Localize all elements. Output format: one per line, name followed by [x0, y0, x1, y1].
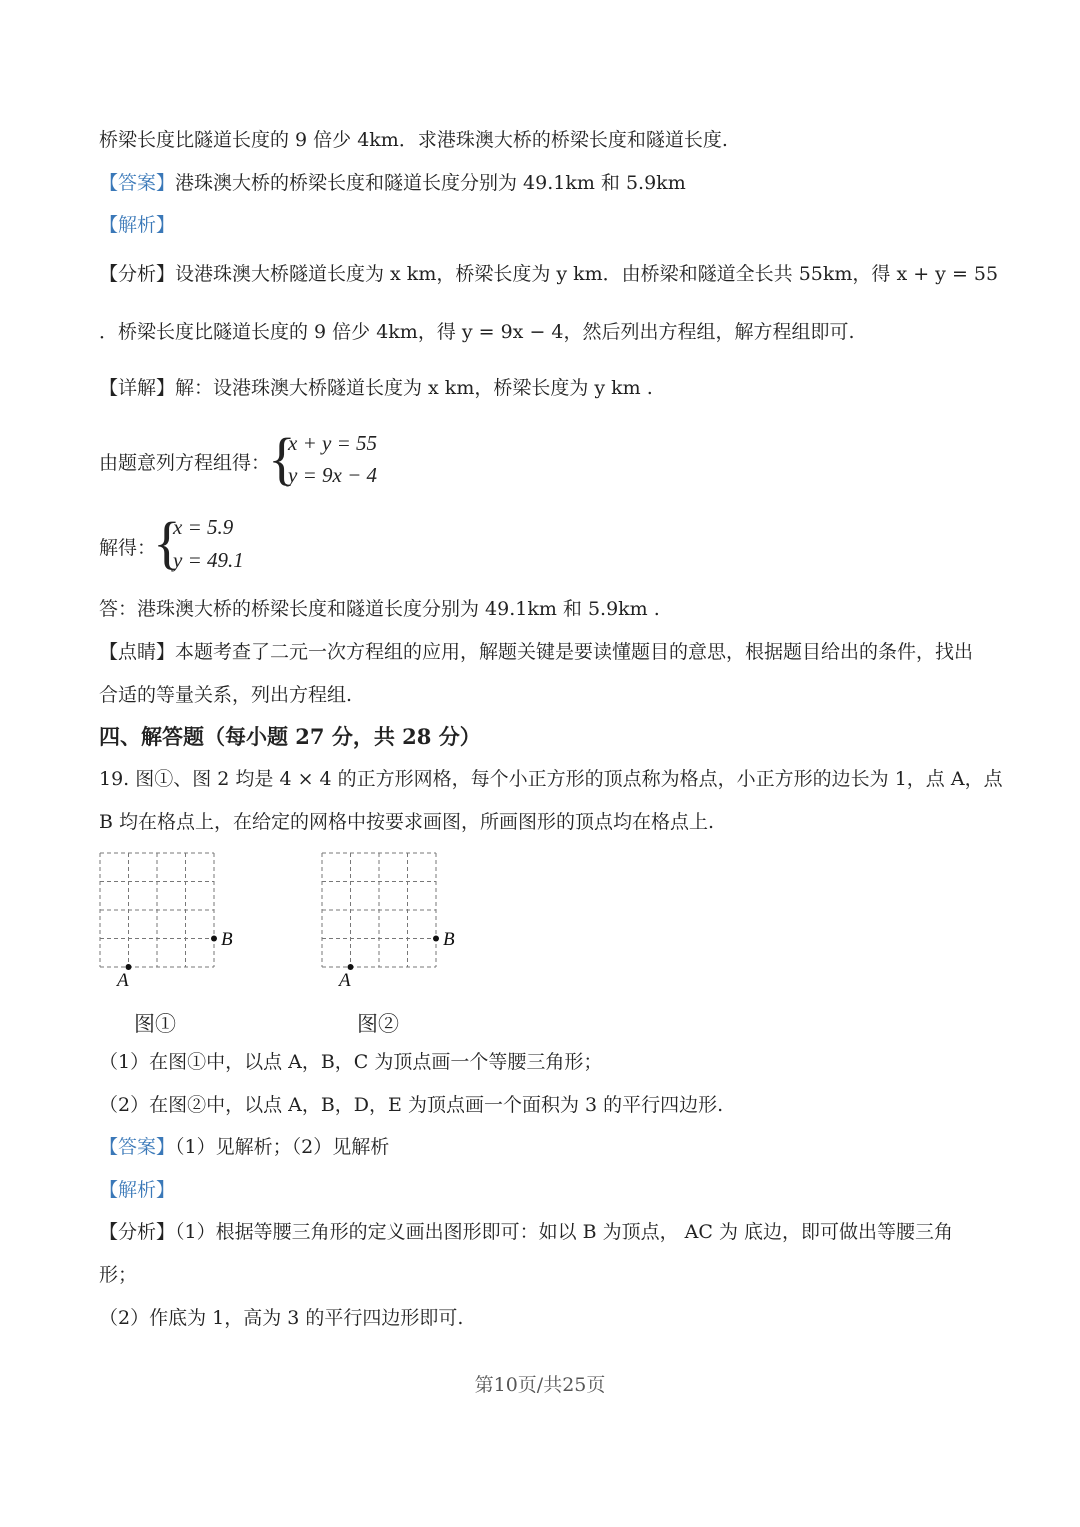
analysis-label: 【分析】 — [99, 263, 176, 285]
label-a: A — [339, 970, 351, 988]
label-b: B — [443, 929, 455, 950]
comment-text-1: 本题考查了二元一次方程组的应用，解题关键是要读懂题目的意思，根据题目给出的条件，找出 — [175, 641, 974, 663]
q18-analysis-row — [99, 260, 998, 288]
answer-label: 【答案】 — [99, 172, 176, 194]
detail-label: 【详解】 — [99, 377, 176, 399]
q19-part2: （2）在图②中，以点 A，B，D，E 为顶点画一个面积为 3 的平行四边形. — [99, 1094, 724, 1116]
analysis-label: 【分析】 — [99, 1221, 176, 1243]
analysis-text-1: （1）根据等腰三角形的定义画出图形即可：如以 B 为顶点， AC 为 底边，即可做出等腰三角 — [175, 1221, 954, 1243]
comment-row — [99, 638, 973, 666]
solve-brace: { — [153, 510, 181, 575]
q19-part1: （1）在图①中，以点 A，B，C 为顶点画一个等腰三角形； — [99, 1051, 603, 1073]
q19-jiexi-label: 【解析】 — [99, 1179, 176, 1201]
q19-analysis-row — [99, 1218, 953, 1246]
figure-1-grid — [95, 848, 255, 988]
answer-text: （1）见解析；（2）见解析 — [175, 1136, 390, 1158]
q18-detail-row — [99, 374, 653, 402]
q18-analysis-line2: ．桥梁长度比隧道长度的 9 倍少 4km，得 y = 9x − 4，然后列出方程组，解方程组即可. — [99, 321, 855, 343]
q19-analysis-line3: （2）作底为 1，高为 3 的平行四边形即可. — [99, 1307, 464, 1329]
q19-analysis-line2: 形； — [99, 1264, 138, 1286]
answer-text: 港珠澳大桥的桥梁长度和隧道长度分别为 49.1km 和 5.9km — [175, 172, 686, 194]
answer-label: 【答案】 — [99, 1136, 176, 1158]
q18-answer-row — [99, 169, 686, 197]
jiexi-label: 【解析】 — [99, 214, 176, 236]
system-eq2: y = 9x − 4 — [288, 463, 377, 487]
solve-eq2: y = 49.1 — [173, 548, 244, 572]
comment-label: 【点睛】 — [99, 641, 176, 663]
system-label: 由题意列方程组得： — [99, 452, 271, 474]
figure-2-grid — [317, 848, 477, 988]
figure-1-caption: 图① — [134, 1012, 176, 1036]
section-heading: 四、解答题（每小题 27 分，共 28 分） — [99, 724, 481, 749]
label-b: B — [221, 929, 233, 950]
point-b — [433, 936, 439, 942]
comment-line2: 合适的等量关系，列出方程组. — [99, 684, 353, 706]
label-a: A — [117, 970, 129, 988]
point-b — [211, 936, 217, 942]
solve-eq1: x = 5.9 — [173, 515, 234, 539]
q19-line2: B 均在格点上，在给定的网格中按要求画图，所画图形的顶点均在格点上. — [99, 811, 715, 833]
page-footer: 第10页/共25页 — [474, 1374, 606, 1396]
system-eq1: x + y = 55 — [288, 431, 377, 455]
final-answer: 答：港珠澳大桥的桥梁长度和隧道长度分别为 49.1km 和 5.9km . — [99, 598, 660, 620]
solve-label: 解得： — [99, 537, 157, 559]
q18-tail-line: 桥梁长度比隧道长度的 9 倍少 4km．求港珠澳大桥的桥梁长度和隧道长度. — [99, 129, 728, 151]
system-brace: { — [268, 426, 296, 491]
analysis-text-1: 设港珠澳大桥隧道长度为 x km，桥梁长度为 y km．由桥梁和隧道全长共 55km，得 x + y = 55 — [175, 263, 999, 285]
figure-2-caption: 图② — [357, 1012, 399, 1036]
q19-line1: 19. 图①、图 2 均是 4 × 4 的正方形网格，每个小正方形的顶点称为格点，小正方形的边长为 1，点 A，点 — [99, 768, 1003, 790]
detail-text: 解：设港珠澳大桥隧道长度为 x km，桥梁长度为 y km . — [175, 377, 653, 399]
q19-answer-row — [99, 1133, 389, 1161]
